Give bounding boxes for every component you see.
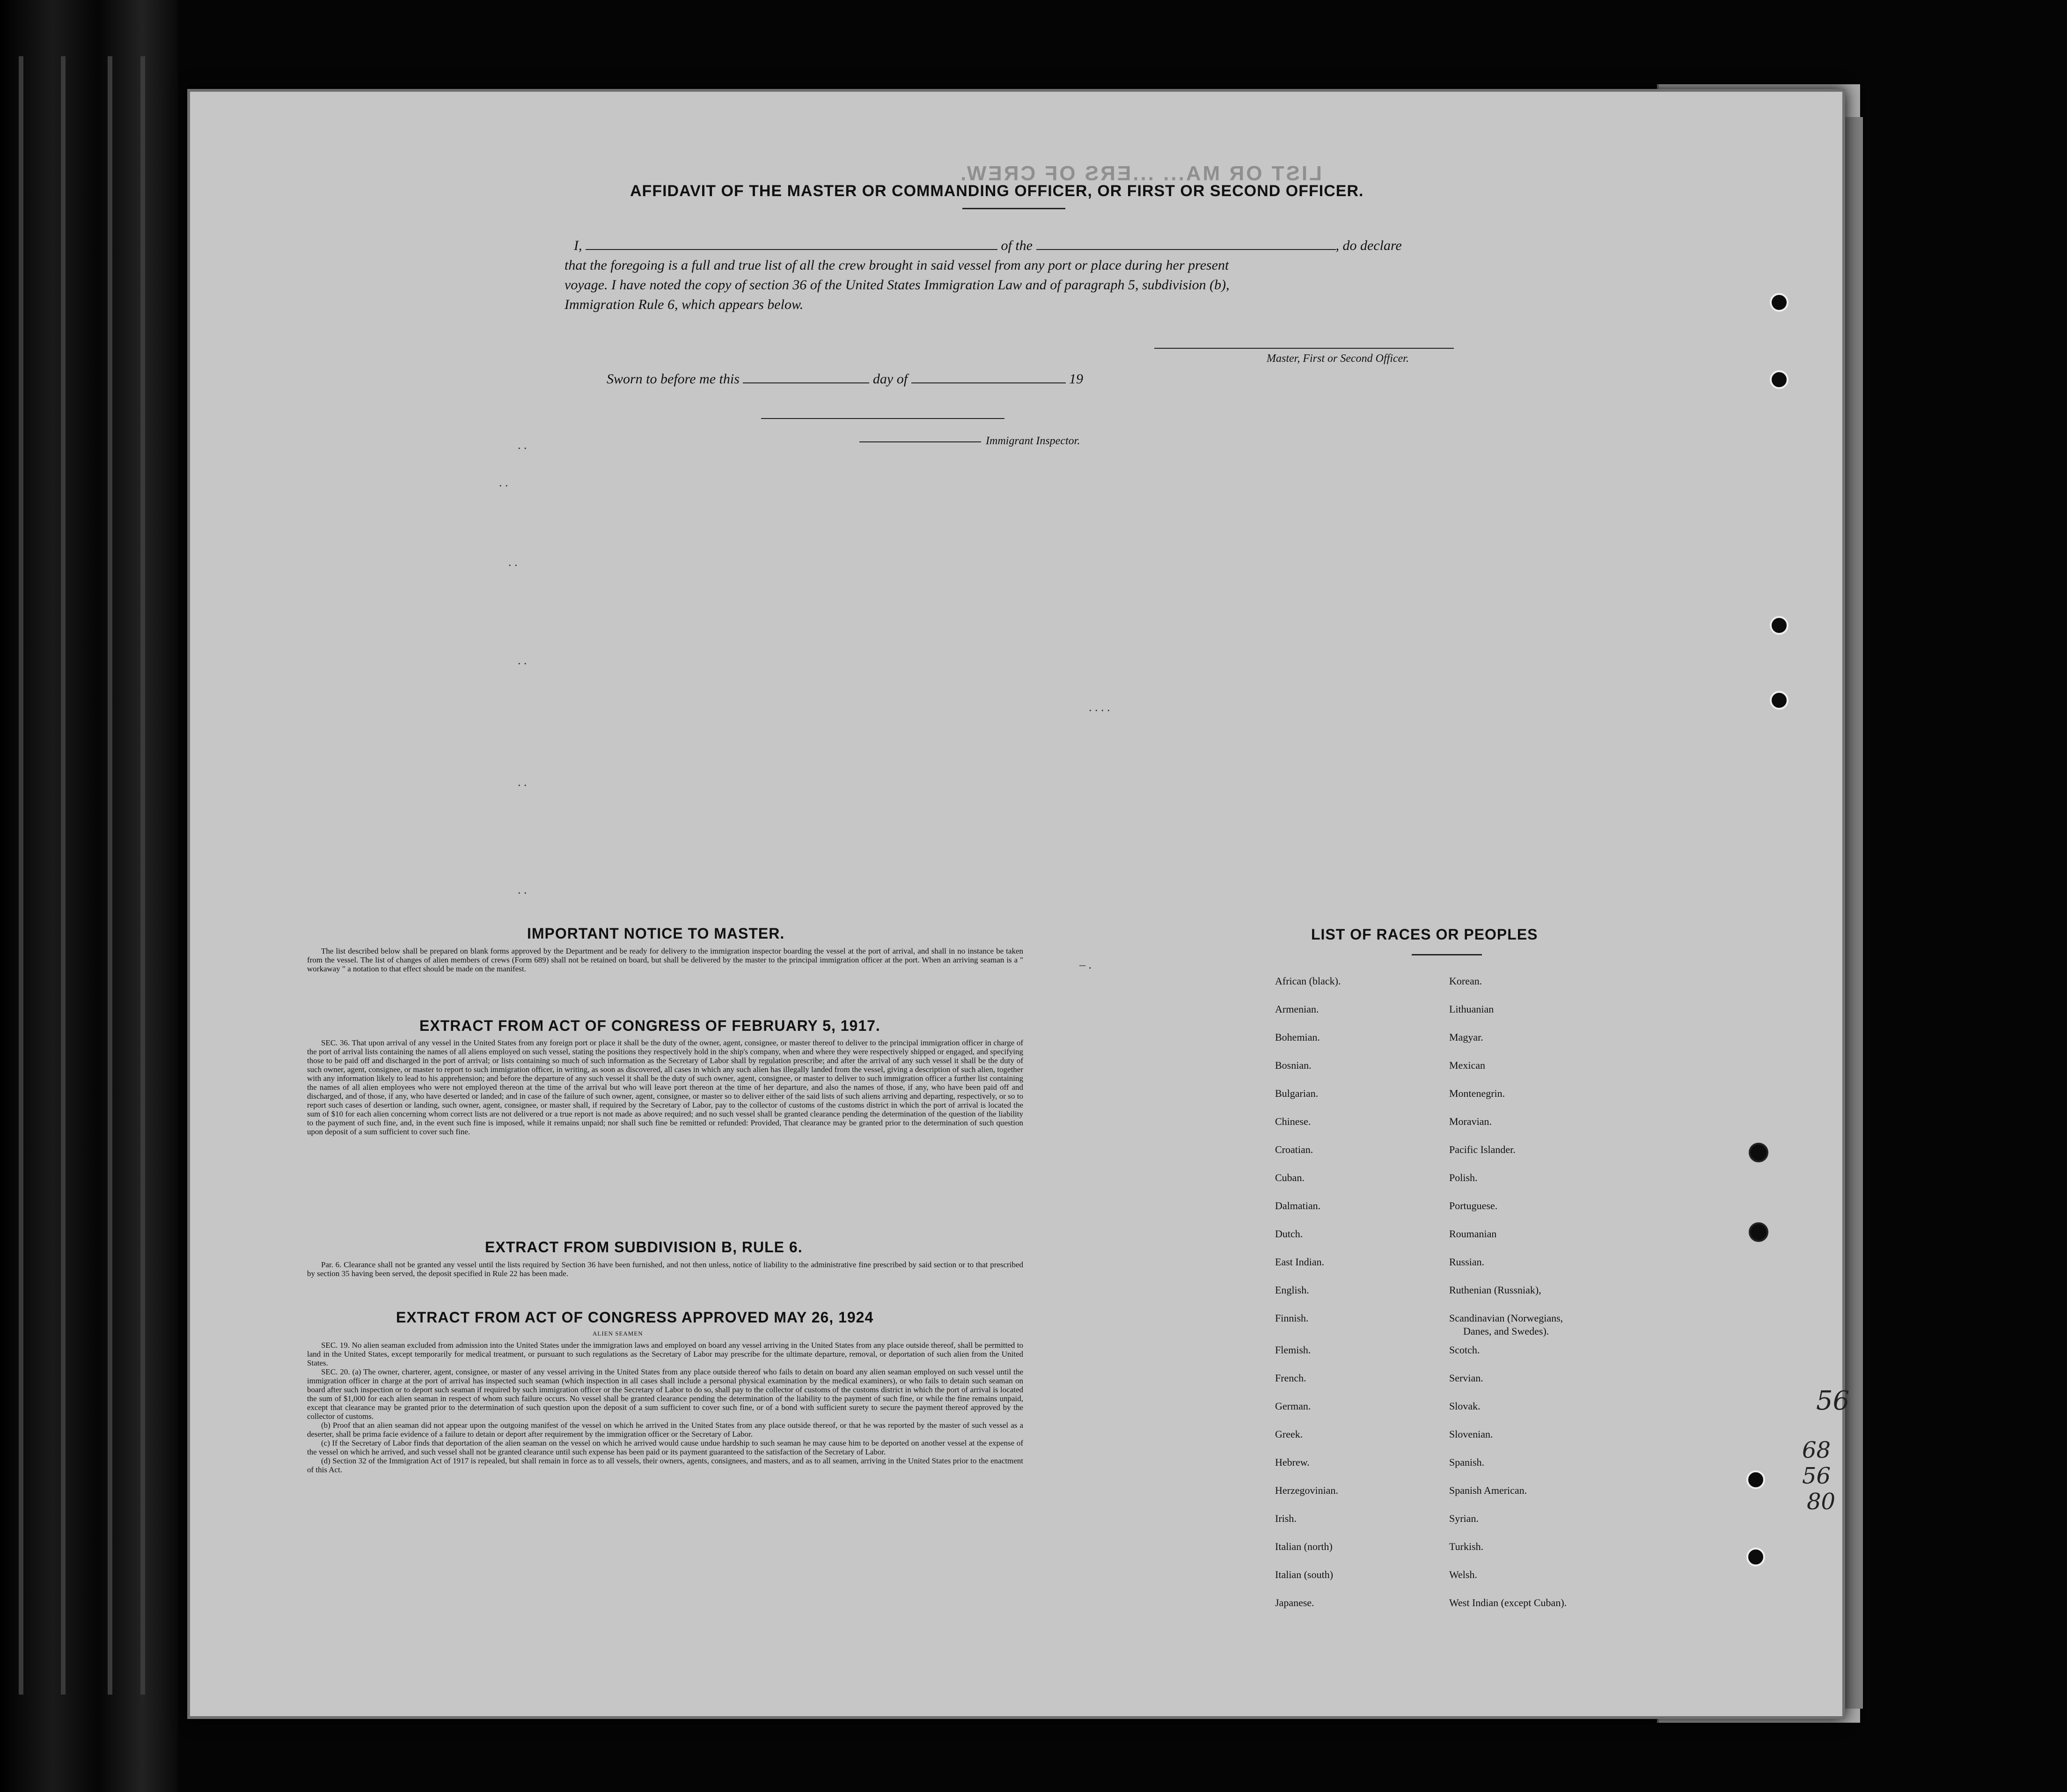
- punch-hole: [1749, 1222, 1768, 1242]
- race-item: Bohemian.: [1275, 1031, 1320, 1043]
- race-item: Danes, and Swedes).: [1463, 1325, 1549, 1337]
- race-item: French.: [1275, 1372, 1306, 1384]
- race-item: Armenian.: [1275, 1003, 1319, 1015]
- sec-20d-text: (d) Section 32 of the Immigration Act of 1917 is repealed, but shall remain in force as to all vessels, their owners, agents, consignees, and masters, and as to all seamen, arriving in the United States prior to the enactment of this Act.: [307, 1456, 1023, 1474]
- race-item: English.: [1275, 1284, 1309, 1296]
- race-item: Mexican: [1449, 1059, 1485, 1071]
- affidavit-title: AFFIDAVIT OF THE MASTER OR COMMANDING OFFICER, OR FIRST OR SECOND OFFICER.: [630, 182, 1364, 200]
- ink-dots: – .: [1079, 958, 1092, 971]
- sec-20d-paragraph: [307, 1456, 1023, 1474]
- signature-line: [1154, 348, 1454, 349]
- race-item: Welsh.: [1449, 1569, 1477, 1580]
- handwritten-number: 80: [1807, 1489, 1836, 1515]
- sworn-month-blank: [911, 371, 1066, 383]
- ink-dots: . .: [518, 438, 527, 452]
- race-item: Syrian.: [1449, 1513, 1479, 1524]
- race-item: Bulgarian.: [1275, 1087, 1319, 1099]
- sec-20b-paragraph: [307, 1421, 1023, 1439]
- race-item: Italian (south): [1275, 1569, 1334, 1580]
- race-item: Chinese.: [1275, 1116, 1311, 1127]
- ink-dots: . .: [518, 775, 527, 789]
- races-title: LIST OF RACES OR PEOPLES: [1311, 926, 1538, 943]
- race-item: Spanish American.: [1449, 1484, 1527, 1496]
- extract-1924-title: EXTRACT FROM ACT OF CONGRESS APPROVED MAY 26, 1924: [396, 1309, 874, 1326]
- sworn-day-blank: [743, 371, 869, 383]
- rule-6-text: Par. 6. Clearance shall not be granted any vessel until the lists required by Section 36 have been furnished, and not then unless, notice of liability to the administrative fine prescribed by said section or to that prescribed by section 35 having been served, the deposit specified in Rule 22 has been made.: [307, 1260, 1023, 1278]
- binding-strip: [140, 56, 145, 1695]
- race-item: Dalmatian.: [1275, 1200, 1321, 1212]
- race-item: Slovak.: [1449, 1400, 1481, 1412]
- manifest-sheet: [187, 89, 1845, 1719]
- race-item: Spanish.: [1449, 1456, 1485, 1468]
- race-item: Bosnian.: [1275, 1059, 1312, 1071]
- race-item: Roumanian: [1449, 1228, 1497, 1240]
- race-item: East Indian.: [1275, 1256, 1325, 1268]
- race-item: Portuguese.: [1449, 1200, 1498, 1212]
- section-36-text: SEC. 36. That upon arrival of any vessel in the United States from any foreign port or place it shall be the duty of the owner, agent, consignee, or master thereof to deliver to the principal immigration officer in charge of the port of arrival lists containing the names of all aliens employed on such vessel, stating the positions they respectively hold in the ship's company, when and where they were respectively shipped or engaged, and specifying those to be paid off and discharged in the port of arrival; or lists containing so much of such information as the Secretary of Labor shall by regulation prescribe; and after the arrival of any such vessel it shall be the duty of such owner, agent, consignee, or master to report to such immigration officer, in writing, as soon as discovered, all cases in which any such alien has illegally landed from the vessel, giving a description of such alien, together with any information likely to lead to his apprehension; and before the departure of any such vessel it shall be the duty of such owner, agent, consignee, or master to deliver to such immigration officer a further list containing the names of all alien employees who were not employed thereon at the time of the arrival but who will leave port thereon at the time of her departure, and also the names of those, if any, who have been paid off and discharged, and of those, if any, who have deserted or landed; and in case of the failure of such owner, agent, consignee, or master so to deliver either of the said lists of such aliens arriving and departing, respectively, or so to report such cases of desertion or landing, such owner, agent, consignee, or master shall, if required by the Secretary of Labor, pay to the collector of customs of the customs district in which the port of arrival is located the sum of $10 for each alien concerning whom correct lists are not delivered or a true report is not made as above required; and no such vessel shall be granted clearance pending the determination of the question of the liability to the payment of such fine, and, in the event such fine is imposed, while it remains unpaid; nor shall such fine be remitted or refunded: Provided, That clearance may be granted prior to the determination of such question upon deposit of a sum sufficient to cover such fine.: [307, 1038, 1023, 1136]
- handwritten-number: 56: [1816, 1386, 1850, 1416]
- notice-text: The list described below shall be prepared on blank forms approved by the Department and be ready for delivery to the immigration inspector boarding the vessel at the port of arrival, and shall in no instance be taken from the vessel. The list of changes of alien members of crews (Form 689) shall not be retained on board, but shall be delivered by the master to the principal immigration officer at the port. When an arriving seaman is a " workaway " a notation to that effect should be made on the manifest.: [307, 947, 1023, 973]
- punch-hole: [1746, 1470, 1765, 1489]
- title-rule: [962, 208, 1065, 209]
- extract-rule6-title: EXTRACT FROM SUBDIVISION B, RULE 6.: [485, 1239, 803, 1256]
- race-item: Korean.: [1449, 975, 1482, 987]
- race-item: Slovenian.: [1449, 1428, 1493, 1440]
- sec-20b-text: (b) Proof that an alien seaman did not appear upon the outgoing manifest of the vessel on which he arrived in the United States from any place outside thereof, or that he was reported by the master of such vessel as a deserter, shall be prima facie evidence of a failure to detain or deport after requirement by the immigration officer or the Secretary of Labor.: [307, 1421, 1023, 1439]
- sworn-day-of: day of: [872, 371, 908, 387]
- inspector-caption: Immigrant Inspector.: [986, 435, 1080, 447]
- race-item: Lithuanian: [1449, 1003, 1494, 1015]
- race-item: Italian (north): [1275, 1541, 1333, 1552]
- race-item: Hebrew.: [1275, 1456, 1310, 1468]
- extract-1924-body: [307, 1341, 1023, 1474]
- bleed-through-title: LIST OR MA... ...ERS OF CREW.: [958, 162, 1322, 185]
- race-item: Russian.: [1449, 1256, 1485, 1268]
- race-item: Polish.: [1449, 1172, 1478, 1183]
- inspector-signature-line: [761, 418, 1004, 419]
- notice-title: IMPORTANT NOTICE TO MASTER.: [527, 925, 785, 942]
- race-item: Turkish.: [1449, 1541, 1484, 1552]
- race-item: Scandinavian (Norwegians,: [1449, 1312, 1563, 1324]
- race-item: Montenegrin.: [1449, 1087, 1505, 1099]
- race-item: African (black).: [1275, 975, 1341, 987]
- punch-hole: [1749, 1143, 1768, 1162]
- race-item: Dutch.: [1275, 1228, 1303, 1240]
- sworn-text: Sworn to before me this: [607, 371, 740, 387]
- extract-1917-body: [307, 1038, 1023, 1136]
- extract-rule6-body: [307, 1260, 1023, 1278]
- book-binding: [0, 0, 178, 1792]
- sworn-year: 19: [1069, 371, 1084, 387]
- race-item: Japanese.: [1275, 1597, 1314, 1608]
- affidavit-i: I,: [574, 238, 582, 253]
- race-item: Greek.: [1275, 1428, 1303, 1440]
- vessel-blank: [1036, 238, 1336, 250]
- ink-dots: . .: [518, 883, 527, 896]
- master-caption: Master, First or Second Officer.: [1267, 353, 1409, 365]
- sec-19-text: SEC. 19. No alien seaman excluded from admission into the United States under the immigration laws and employed on board any vessel arriving in the United States from any place outside thereof, shall be permitted to land in the United States, except temporarily for medical treatment, or pursuant to such regulations as the Secretary of Labor may prescribe for the ultimate departure, removal, or deportation of such alien from the United States.: [307, 1341, 1023, 1367]
- race-item: Ruthenian (Russniak),: [1449, 1284, 1541, 1296]
- punch-hole: [1770, 691, 1788, 710]
- ink-dots: . . . .: [1089, 700, 1110, 714]
- race-item: Finnish.: [1275, 1312, 1309, 1324]
- ink-dots: . .: [508, 555, 518, 569]
- sec-20a-text: SEC. 20. (a) The owner, charterer, agent, consignee, or master of any vessel arriving in the United States from any place outside thereof who fails to detain on board any alien seaman employed on such vessel until the immigration officer in charge at the port of arrival has inspected such seaman (which inspection in all cases shall include a personal physical examination by the medical examiners), or who fails to detain such seaman on board after such inspection or to deport such seaman if required by such immigration officer or the Secretary of Labor to do so, shall pay to the collector of customs of the customs district in which the port of arrival is located the sum of $1,000 for each alien seaman in respect of whom such failure occurs. No vessel shall be granted clearance pending the determination of the liability to the payment of such fine, or while the fine remains unpaid, except that clearance may be granted prior to the determination of such question upon the deposit of a sum sufficient to cover such fine, or of a bond with sufficient surety to secure the payment thereof approved by the collector of customs.: [307, 1367, 1023, 1421]
- notice-body: [307, 947, 1023, 973]
- affidavit-declare: , do declare: [1335, 238, 1402, 253]
- ink-dots: . .: [518, 654, 527, 667]
- name-blank: [586, 238, 997, 250]
- punch-hole: [1770, 293, 1788, 312]
- sec-20c-text: (c) If the Secretary of Labor finds that deportation of the alien seaman on the vessel on which he arrived would cause undue hardship to such seaman he may cause him to be deported on another vessel at the expense of the vessel on which he arrived, and such vessel shall not be granted clearance until such expense has been paid or its payment guaranteed to the satisfaction of the Secretary of Labor.: [307, 1439, 1023, 1456]
- affidavit-line-3: voyage. I have noted the copy of section 36 of the United States Immigration Law and of paragraph 5, subdivision (b),: [564, 277, 1230, 293]
- ink-dots: . .: [499, 476, 508, 489]
- punch-hole: [1746, 1548, 1765, 1566]
- race-item: Moravian.: [1449, 1116, 1492, 1127]
- race-item: Irish.: [1275, 1513, 1297, 1524]
- handwritten-number: 56: [1802, 1463, 1831, 1489]
- binding-strip: [19, 56, 23, 1695]
- binding-strip: [108, 56, 112, 1695]
- race-item: Herzegovinian.: [1275, 1484, 1338, 1496]
- punch-hole: [1770, 370, 1788, 389]
- race-item: Cuban.: [1275, 1172, 1305, 1183]
- affidavit-of-the: of the: [1001, 238, 1033, 253]
- extract-1917-title: EXTRACT FROM ACT OF CONGRESS OF FEBRUARY 5, 1917.: [419, 1017, 880, 1034]
- race-item: Servian.: [1449, 1372, 1483, 1384]
- race-item: Flemish.: [1275, 1344, 1311, 1356]
- alien-seamen-subtitle: ALIEN SEAMEN: [593, 1330, 643, 1337]
- race-item: Magyar.: [1449, 1031, 1483, 1043]
- affidavit-line-2: that the foregoing is a full and true list of all the crew brought in said vessel from any port or place during her present: [564, 257, 1229, 273]
- race-item: West Indian (except Cuban).: [1449, 1597, 1567, 1608]
- race-item: Pacific Islander.: [1449, 1144, 1516, 1155]
- sec-19-paragraph: [307, 1341, 1023, 1367]
- race-item: Croatian.: [1275, 1144, 1313, 1155]
- binding-strip: [61, 56, 66, 1695]
- sworn-line: [607, 371, 1083, 387]
- sec-20c-paragraph: [307, 1439, 1023, 1456]
- sec-20a-paragraph: [307, 1367, 1023, 1421]
- affidavit-line-1: [574, 238, 1402, 254]
- affidavit-line-4: Immigration Rule 6, which appears below.: [564, 297, 804, 312]
- race-item: German.: [1275, 1400, 1311, 1412]
- races-rule: [1412, 954, 1482, 955]
- punch-hole: [1770, 616, 1788, 635]
- inspector-short-line: [859, 441, 981, 442]
- race-item: Scotch.: [1449, 1344, 1480, 1356]
- handwritten-number: 68: [1802, 1437, 1831, 1463]
